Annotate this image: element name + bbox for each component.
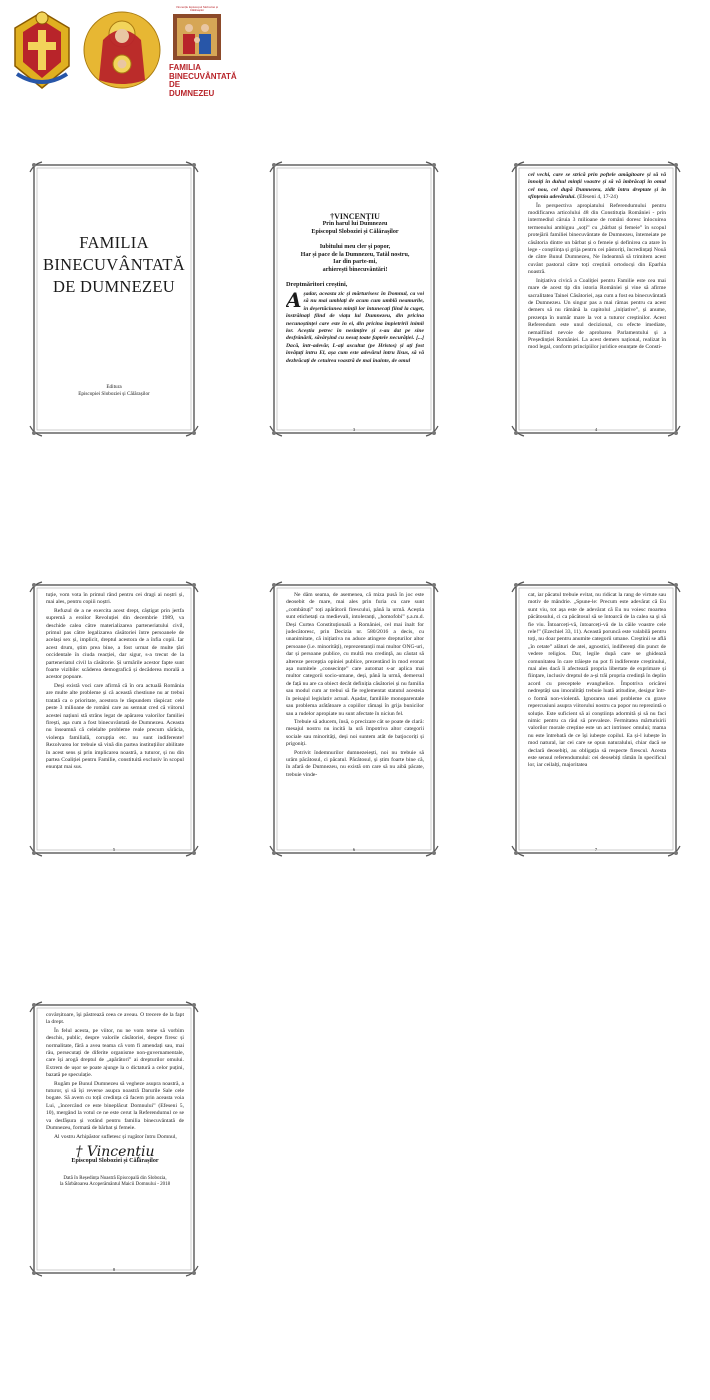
paragraph: cat, iar păcatul trebuie evitat, nu ridicat la rang de virtute sau motiv de mândrie. „Spune-le: Precum este adevărat că Eu sunt viu, tot așa este de adevărat că Eu nu voiesc moartea păcătosului, ci ca păcătosul să se întoarcă de la calea sa și să fie viu. Întoarceți-vă, întoarceți-vă de la căile voastre cele rele!” (Ezechiel 33, 11). Această poruncă este valabilă pentru toți, nu doar pentru anumite categorii umane. Creștinii se află „în cetate” alături de atei, agnostici, indiferenți din punct de vedere religios. Dar, legile după care se ghidează comunitatea în care trăiește nu pot fi indiferente creștinului, mai ales dacă îi afectează propria libertate de exprimare și ființare, inclusiv dreptul de a-și trăi propria credință în deplin acord cu preceptele evanghelice. Împotrivа oricărei nedreptăți sau imoralități trebuie luată atitudine, desigur într-o formă non-violentă. Ignorarea unei probleme cu grave repercusiuni asupra viitorului nostru ca popor nu reprezintă o soluție. Este suficient să ai conștiința adormită și să nu faci nimic pentru ca răul să prevaleze. Fermitatea mărturisirii valorilor morale creștine este un act intrinsec omului; mama nu este întrebată de ce își iubește copilul. Ea și-l iubește în mod natural, iar cei care se opun naturalului, chiar dacă se declară deosebiți, au obligația să respecte firescul. Acesta este sensul referendumului: cei deosebiți rămân în specificul lor, iar ceilalți, majoritatea xyxy=(528,592,666,769)
page-8 xyxy=(28,1000,200,1278)
page-number: 7 xyxy=(594,847,598,852)
greeting-line4: arhierești binecuvântări! xyxy=(322,266,388,273)
page-5 xyxy=(28,580,200,858)
paragraph: Inițiativa civică a Coaliției pentru Familie este cea mai mare de acest tip din istoria României și vine să afirme sacralitatea Tainei Căsătoriei, așa cum a fost ea binecuvântată de Dumnezeu. Un singur pas a mai rămas pentru ca acest demers să nu rămână la capitolul „inițiative”, și anume, prezența în număr mare la vot a tuturor creștinilor. Acest Referendum este unul decizional, cu efecte imediate, nemaifiind nevoie de aprobarea Parlamentului și a Președinției României. La acest demers național, realizat în mod legal, conform principiilor juridice enunțate de Consti- xyxy=(528,277,666,351)
publisher-line2: Episcopiei Sloboziei și Călărașilor xyxy=(78,391,150,397)
paragraph: În felul acesta, pe viitor, nu ne vom teme să vorbim deschis, public, despre valorile căsătoriei, despre firesc și normalitate, fără a avea teama că vom fi amendați sau, mai rău, persecutați de diferite organisme non-guvernamentale, care își arogă dreptul de „apărători” ai drepturilor omului. Extrem de ușor se poate ajunge la o dictatură a celor puțini, bazată pe speculație. xyxy=(46,1027,184,1079)
signature-title: Episcopul Sloboziei și Călărașilor xyxy=(71,1158,159,1165)
page-number: 3 xyxy=(352,427,356,432)
page-number: 4 xyxy=(594,427,598,432)
page-content xyxy=(46,1012,184,1260)
author-grace: Prin harul lui Dumnezeu xyxy=(322,221,388,227)
greeting-line1: Iubitului meu cler și popor, xyxy=(319,244,391,251)
page-content xyxy=(46,592,184,840)
episcopate-coat-of-arms-icon xyxy=(7,8,77,92)
quote-end-text: cel vechi, care se strică prin poftele amăgitoare și să vă înnoiți în duhul minții voastre și să vă îmbrăcați în omul cel nou, cel după Dumnezeu, zidit întru dreptate și în sfințenia adevărului. xyxy=(528,172,666,201)
paragraph: În perspectiva apropiatului Referendumului pentru modificarea articolului 48 din Constituția României - prin intermediul căruia 3 milioane de români doresc înlocuirea termenului ambiguu „soți” cu „bărbat și femeie” în scopul protejării familiei binecuvântate de Dumnezeu, întemeiate pe căsătoria dintre un bărbat și o femeie și definirea ca atare în lege - conștiința și grija pentru cei păstoriți, încredințați Nouă de către Bunul Dumnezeu, Ne îndeamnă să trimitem acest cuvânt pastoral către toți creștinii ortodocși din Eparhia noastră. xyxy=(528,202,666,276)
logo-small-text: Vincențiu Episcopul Sloboziei și Călărașilor xyxy=(175,6,219,13)
virgin-mary-icon xyxy=(83,10,161,90)
paragraph: Potrivit îndemnurilor dumnezeiești, noi nu trebuie să urâm păcătosul, ci păcatul. Păcătosul, și știm foarte bine că, în afară de Dumnezeu, nu există om care să nu aibă păcate, trebuie vinde- xyxy=(286,749,424,778)
greeting-line2: Har și pace de la Dumnezeu, Tatăl nostru, xyxy=(300,251,410,258)
greeting-line3: Iar din parte-mi, xyxy=(333,259,377,266)
family-book-logo xyxy=(169,6,237,106)
signature: † Vincențiu xyxy=(75,1143,155,1160)
page-content xyxy=(286,212,424,420)
author-see: Episcopul Sloboziei și Călărașilor xyxy=(311,228,399,235)
scripture-quote xyxy=(286,287,424,365)
scripture-quote-text: șadar, aceasta zic și mărturisesc în Domnul, ca voi să nu mai umblați de acum cum umblă neamurile, în deșertăciunea minții lor întunecați fiind la cuget, înstrăinați fiind de viața lui Dumnezeu, din pricina necunoștinței care este în ei, din pricina împietririi inimii lor. Aceștia petrec în nesimțire și s-au dat pe sine desfrânării, săvârșind cu nesaț toate faptele necurăției. [...] Dacă, într-adevăr, L-ați ascultat (pe Hristos) și ați fost învățați întru El, așa cum este adevărul întru Iisus, să vă dezbrăcați de cetuirea voastră de mai înainte, de omul xyxy=(286,290,424,364)
address-line: Dreptmăritori creștini, xyxy=(286,280,348,288)
page-3 xyxy=(268,160,440,438)
page-6 xyxy=(268,580,440,858)
dated-line1: Dată în Reședința Noastră Episcopală din Slobozia, xyxy=(63,1175,167,1181)
page-content xyxy=(528,172,666,420)
family-icon xyxy=(169,14,225,60)
cover-title-line2: BINECUVÂNTATĂ xyxy=(43,255,185,274)
cover-title xyxy=(38,232,190,298)
paragraph: tuție, vom vota în primul rând pentru cei dragi ai noștri și, mai ales, pentru copiii noștri. xyxy=(46,592,184,606)
publisher-line1: Editura xyxy=(106,384,122,390)
paragraph: Refuzul de a ne exercita acest drept, câștigat prin jertfa supremă a eroilor Revoluției din decembrie 1989, va deschide calea către materializarea parteneriatului civil, primul pas către legalizarea căsătoriei între persoanele de același sex și, implicit, dreptul acestora de a înfia copii. Iar acest drum, știm prea bine, a fost urmat de multe țări occidentale în ciuda reacției, dar sigur, s-a trecut de la parteneriatul civil la căsătorie. Și urmările acestor fapte sunt foarte vizibile: scăderea demografică și decăderea morală a acestor popoare. xyxy=(46,607,184,681)
cover-publisher xyxy=(38,384,190,398)
page-number: 8 xyxy=(112,1267,116,1272)
paragraph: Trebuie să aducem, însă, o precizare cât se poate de clară: mesajul nostru nu incită la ură împotriva altor categorii sociale sau minorități, deși noi suntem atât de batjocoriți și prigoniți. xyxy=(286,718,424,748)
dropcap: A xyxy=(286,287,302,312)
dated-line2: la Sărbătoarea Acoperământul Maicii Domnului - 2018 xyxy=(59,1182,171,1188)
paragraph: covârșitoare, își păstrează ceea ce aveau. O trecere de la fapt la drept. xyxy=(46,1012,184,1026)
page-content xyxy=(528,592,666,840)
quote-end xyxy=(528,172,666,202)
paragraph: Rugăm pe Bunul Dumnezeu să vegheze asupra noastră, a tuturor, și să își reverse asupra noastră Darurile Sale cele bogate. Să avem cu toții credința că facem prin aceasta voia Lui, „încercând ce este bineplăcut Domnului” (Efeseni 5, 10), mergând la votul ce ne este cerut la Referendumul ce se va desfășura și votând pentru familia binecuvântată de Dumnezeu, formată de bărbat și femeie. xyxy=(46,1080,184,1132)
author-name: †VINCENȚIU xyxy=(330,212,380,221)
cover-title-line1: FAMILIA xyxy=(79,233,149,252)
cover-title-line3: DE DUMNEZEU xyxy=(53,277,175,296)
closing-line: Al vostru Arhipăstor sufletesc și rugător întru Domnul, xyxy=(54,1133,177,1140)
logo-title: FAMILIA BINECUVÂNTATĂ DE DUMNEZEU xyxy=(169,63,237,98)
page-4 xyxy=(510,160,682,438)
page-number: 6 xyxy=(352,847,356,852)
quote-reference: (Efeseni 4, 17-24) xyxy=(577,194,618,201)
paragraph: Ne dăm seama, de asemenea, că miza pusă în joc este deosebit de mare, mai ales prin furia cu care sunt „combătuți” toți apărătorii firescului, până la urmă. Aceștia sunt etichetați ca medievali, intoleranți, „homofobi” ș.a.m.d. Deși Curtea Constituțională a României, cel mai înalt for judecătoresc, prin Decizia nr. 580/2016 a decis, cu unanimitate, că inițiativa nu aduce atingere drepturilor altor persoane (i.e. minorități), reprezentanții mai multor ONG-uri, dar și persoane publice, cu multă rea credință, au căutat să altereze percepția opiniei publice, prezentând în mod eronat așa numitele „consecințe” care automat s-ar aplica mai multor categorii socio-umane, deși, până la urmă, demersul de față nu are ca obiect decât definiția căsătoriei și nu familia sau modul cum ar trebui să fie reglementat statutul acesteia în peisajul legislativ actual. Așadar, familiile monoparentale sau problema arătătoare a copiilor rămași în grija bunicilor sau a rudelor apropiate nu sunt afectate în niciun fel. xyxy=(286,592,424,717)
paragraph: Deși există voci care afirmă că în ora actuală România are multe alte probleme și că această chestiune nu ar trebui tratată ca o prioritate, acestora le răspundem răspicat: cele peste 3 milioane de români care au semnat cred că viitorul acestei națiuni stă strâns legat de apărarea valorilor familiei firești, așa cum a fost binecuvântată de Dumnezeu. Aceasta nu înseamnă că celelalte probleme reale precum sărăcia, violența familială, corupția etc. nu sunt indiferente! Rezolvarea lor trebuie să vină din partea instituțiilor abilitate în acest sens și prin implicarea noastră, a tuturor, și nu din partea Coaliției pentru Familie, constituită exclusiv în scopul enunțat mai sus. xyxy=(46,682,184,771)
page-number: 5 xyxy=(112,847,116,852)
page-cover xyxy=(28,160,200,438)
virgin-mary-logo xyxy=(83,10,161,90)
episcopate-logo xyxy=(7,8,77,92)
page-content xyxy=(286,592,424,840)
page-7 xyxy=(510,580,682,858)
